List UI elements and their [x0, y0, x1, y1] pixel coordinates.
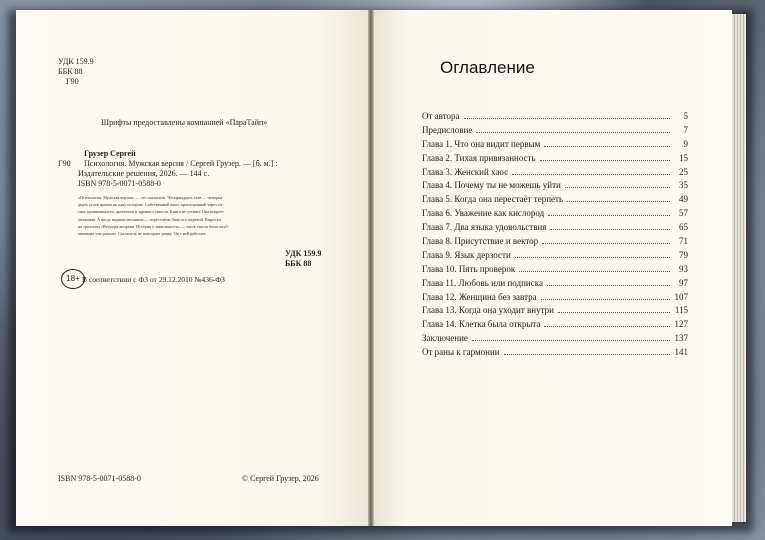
toc-entry	[422, 278, 688, 292]
toc-entry-page: 137	[674, 333, 688, 344]
toc-entry-label: Глава 13. Когда она уходит внутри	[422, 305, 554, 316]
toc-entry	[422, 153, 688, 167]
toc-leader-dots	[558, 312, 670, 313]
toc-leader-dots	[512, 174, 670, 175]
toc-entry-label: Предисловие	[422, 124, 473, 135]
toc-leader-dots	[544, 326, 670, 327]
toc-entry-label: Глава 9. Язык дерзости	[422, 249, 511, 260]
annotation-line: ликована там раньше. Скальпель не повторяет ранку. Он с ней работает.	[78, 231, 207, 236]
toc-leader-dots	[544, 146, 670, 147]
toc-leader-dots	[464, 118, 670, 119]
toc-entry	[422, 347, 688, 361]
udk-code: УДК 159.9	[58, 57, 94, 66]
toc-entry-page: 35	[679, 180, 688, 191]
toc-entry-label: От раны к гармонии	[422, 347, 500, 358]
toc-entry-page: 49	[679, 194, 688, 205]
toc-entry	[422, 305, 688, 319]
toc-entry	[422, 250, 688, 264]
toc-entry	[422, 333, 688, 347]
toc-entry-page: 115	[674, 305, 688, 316]
annotation-line: «Психология. Мужская версия» — это скальпель. Четырнадцать глав — четырна-	[78, 195, 224, 200]
toc-entry-page: 15	[679, 152, 688, 163]
toc-entry-page: 79	[679, 249, 688, 260]
annotation-line: на трилогии «Ветущая вопреки. История о зависимости» — часть текста была опуб-	[78, 223, 229, 229]
toc-entry	[422, 319, 688, 333]
annotation-line: тику привязанности, архетипов и здравого смысла. Книга не утешит. Она вскроет	[78, 209, 224, 215]
toc-leader-dots	[567, 201, 670, 202]
toc-leader-dots	[472, 340, 670, 341]
toc-entry-label: Глава 8. Присутствие и вектор	[422, 236, 539, 247]
annotation-line: механизм. А когда видишь механизм — перестаёшь быть его жертвой. Вырости	[78, 216, 221, 222]
toc-entry	[422, 208, 688, 222]
toc-entry	[422, 167, 688, 181]
toc-entry-label: Глава 4. Почему ты не можешь уйти	[422, 180, 561, 191]
footer-isbn: ISBN 978-5-0071-0588-0	[58, 474, 141, 483]
toc-entry-label: Глава 10. Пять проверок	[422, 263, 516, 274]
toc-leader-dots	[541, 299, 670, 300]
toc-entry-label: Глава 11. Любовь или подписка	[422, 277, 543, 288]
toc-leader-dots	[548, 215, 670, 216]
toc-entry	[422, 264, 688, 278]
toc-entry-page: 9	[683, 138, 688, 149]
toc-entry-label: Глава 7. Два языка удовольствия	[422, 222, 547, 233]
fonts-credit: Шрифты предоставлены компанией «ПараТайп»	[101, 118, 268, 127]
toc-entry	[422, 111, 688, 125]
left-page	[16, 10, 368, 526]
annotation-line: дцать углов зрения на одну историю. Собственный опыт, пропущенный через оп-	[78, 202, 224, 208]
toc-entry-page: 7	[683, 124, 688, 135]
bbk-code: ББК 88	[58, 67, 83, 76]
toc-entry-page: 127	[674, 319, 688, 330]
toc-leader-dots	[519, 271, 670, 272]
toc-entry-page: 5	[683, 111, 688, 121]
toc-entry-page: 93	[679, 263, 688, 274]
toc-entry	[422, 292, 688, 306]
toc-entry-page: 141	[674, 347, 688, 358]
author-code: Г90	[66, 77, 79, 86]
law-note: В соответствии с ФЗ от 29.12.2010 №436-ФЗ	[82, 275, 225, 284]
toc-leader-dots	[476, 132, 670, 133]
toc-entry	[422, 139, 688, 153]
footer-copyright: © Сергей Грузер, 2026	[242, 474, 319, 483]
toc-leader-dots	[550, 229, 670, 230]
udk-right: УДК 159.9	[285, 249, 322, 258]
catalog-line-2: Издательские решения, 2026. — 144 с.	[78, 169, 210, 178]
catalog-code: Г90	[58, 159, 71, 168]
catalog-line-1: Психология. Мужская версия / Сергей Грузер. — [б. м.] :	[84, 159, 278, 168]
toc-entry	[422, 236, 688, 250]
toc-leader-dots	[547, 285, 670, 286]
bbk-right: ББК 88	[285, 259, 312, 268]
toc-entry	[422, 194, 688, 208]
toc-entry-label: Глава 12. Женщина без завтра	[422, 291, 537, 302]
author-name: Грузер Сергей	[84, 149, 136, 158]
toc-entry-label: Глава 2. Тихая привязанность	[422, 152, 536, 163]
toc-entry-label: Глава 1. Что она видит первым	[422, 138, 541, 149]
toc-entry-label: Глава 14. Клетка была открыта	[422, 319, 541, 330]
toc-entry	[422, 125, 688, 139]
toc-entry-label: Глава 6. Уважение как кислород	[422, 208, 545, 219]
toc-entry	[422, 222, 688, 236]
toc-entry-page: 97	[679, 277, 688, 288]
toc-entry-page: 107	[674, 291, 688, 302]
toc-entry-page: 71	[679, 236, 688, 247]
isbn-line: ISBN 978-5-0071-0588-0	[78, 179, 161, 188]
toc-list	[422, 111, 688, 361]
toc-leader-dots	[515, 257, 670, 258]
toc-entry	[422, 180, 688, 194]
toc-leader-dots	[504, 354, 670, 355]
toc-title: Оглавление	[440, 58, 535, 77]
toc-entry-page: 25	[679, 166, 688, 177]
toc-entry-label: Заключение	[422, 333, 468, 344]
toc-entry-label: Глава 5. Когда она перестаёт терпеть	[422, 194, 564, 205]
toc-leader-dots	[565, 187, 670, 188]
right-page	[374, 10, 732, 526]
toc-leader-dots	[542, 243, 670, 244]
age-rating-badge: 18+	[61, 269, 85, 289]
page-edges	[732, 14, 746, 522]
toc-entry-label: Глава 3. Женский хаос	[422, 166, 509, 177]
toc-entry-label: От автора	[422, 111, 460, 121]
toc-leader-dots	[540, 160, 670, 161]
toc-entry-page: 65	[679, 222, 688, 233]
toc-entry-page: 57	[679, 208, 688, 219]
